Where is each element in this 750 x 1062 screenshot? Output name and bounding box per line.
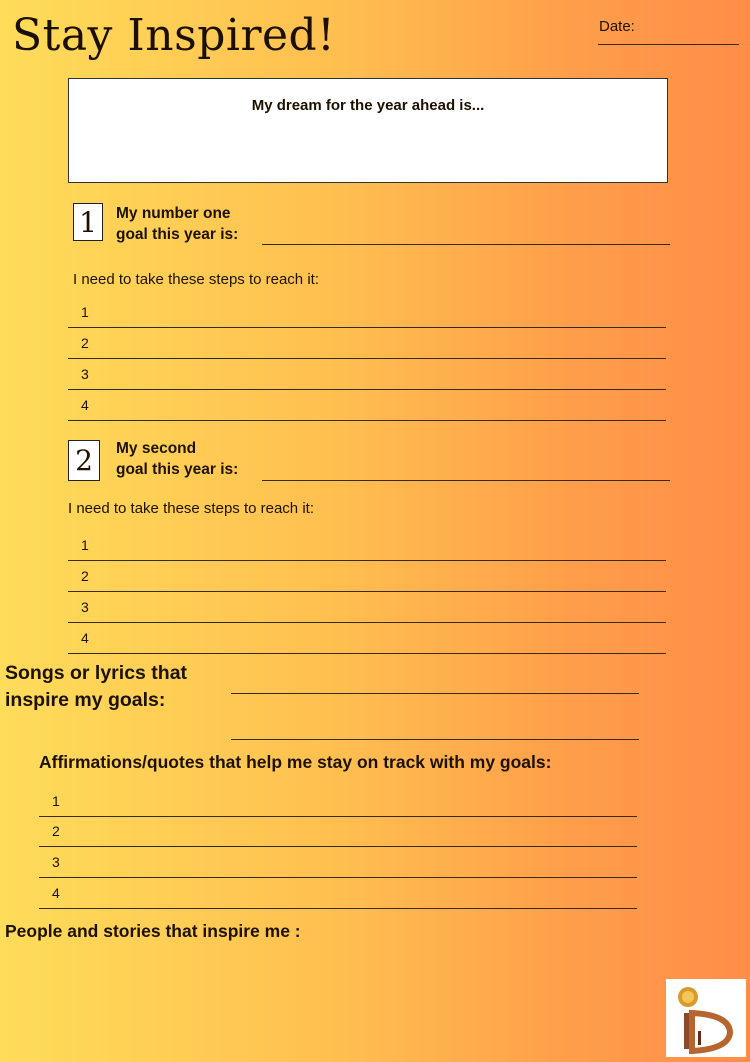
songs-label-line2: inspire my goals: (5, 689, 166, 711)
affirmations-heading: Affirmations/quotes that help me stay on track with my goals: (39, 752, 552, 772)
goal-1-step-row[interactable] (68, 360, 666, 390)
date-label: Date: (599, 18, 635, 35)
step-number: 1 (81, 304, 89, 320)
goal-2-label (116, 438, 238, 480)
goal-1-label (116, 203, 238, 245)
songs-label-line1: Songs or lyrics that (5, 662, 188, 684)
goal-2-answer-line[interactable] (262, 480, 670, 481)
goal-1-step-row[interactable] (68, 329, 666, 359)
goal-2-step-row[interactable] (68, 531, 666, 561)
affirmation-row[interactable] (39, 879, 637, 909)
affirmation-row[interactable] (39, 848, 637, 878)
page-title: Stay Inspired! (12, 10, 336, 61)
step-number: 2 (81, 568, 89, 584)
step-number: 2 (81, 335, 89, 351)
affirmation-number: 4 (52, 885, 60, 901)
songs-answer-line-2[interactable] (231, 739, 639, 740)
step-number: 3 (81, 599, 89, 615)
affirmation-number: 1 (52, 793, 60, 809)
date-field-line[interactable] (598, 44, 739, 45)
goal-1-number-box: 1 (73, 203, 103, 241)
songs-answer-line-1[interactable] (231, 693, 639, 694)
step-number: 4 (81, 630, 89, 646)
affirmation-row[interactable] (39, 787, 637, 817)
goal-2-step-row[interactable] (68, 562, 666, 592)
brand-logo-icon (666, 979, 746, 1057)
dream-label: My dream for the year ahead is... (251, 97, 485, 114)
goal-2-label-line2: goal this year is: (116, 461, 239, 478)
goal-2-number-box: 2 (68, 440, 100, 481)
goal-2-step-row[interactable] (68, 593, 666, 623)
goal-2-label-line1: My second (116, 440, 197, 457)
step-number: 4 (81, 397, 89, 413)
goal-1-label-line2: goal this year is: (116, 226, 239, 243)
goal-1-step-row[interactable] (68, 391, 666, 421)
step-number: 3 (81, 366, 89, 382)
dream-box[interactable] (68, 78, 668, 183)
affirmation-row[interactable] (39, 817, 637, 847)
goal-1-steps-heading: I need to take these steps to reach it: (73, 271, 319, 288)
goal-1-answer-line[interactable] (262, 244, 670, 245)
people-label: People and stories that inspire me : (5, 921, 301, 941)
step-number: 1 (81, 537, 89, 553)
goal-1-step-row[interactable] (68, 298, 666, 328)
goal-1-label-line1: My number one (116, 205, 231, 222)
affirmation-number: 2 (52, 823, 60, 839)
goal-2-step-row[interactable] (68, 624, 666, 654)
affirmation-number: 3 (52, 854, 60, 870)
goal-2-steps-heading: I need to take these steps to reach it: (68, 500, 314, 517)
songs-label (5, 660, 187, 714)
logo-graphic (666, 979, 746, 1057)
